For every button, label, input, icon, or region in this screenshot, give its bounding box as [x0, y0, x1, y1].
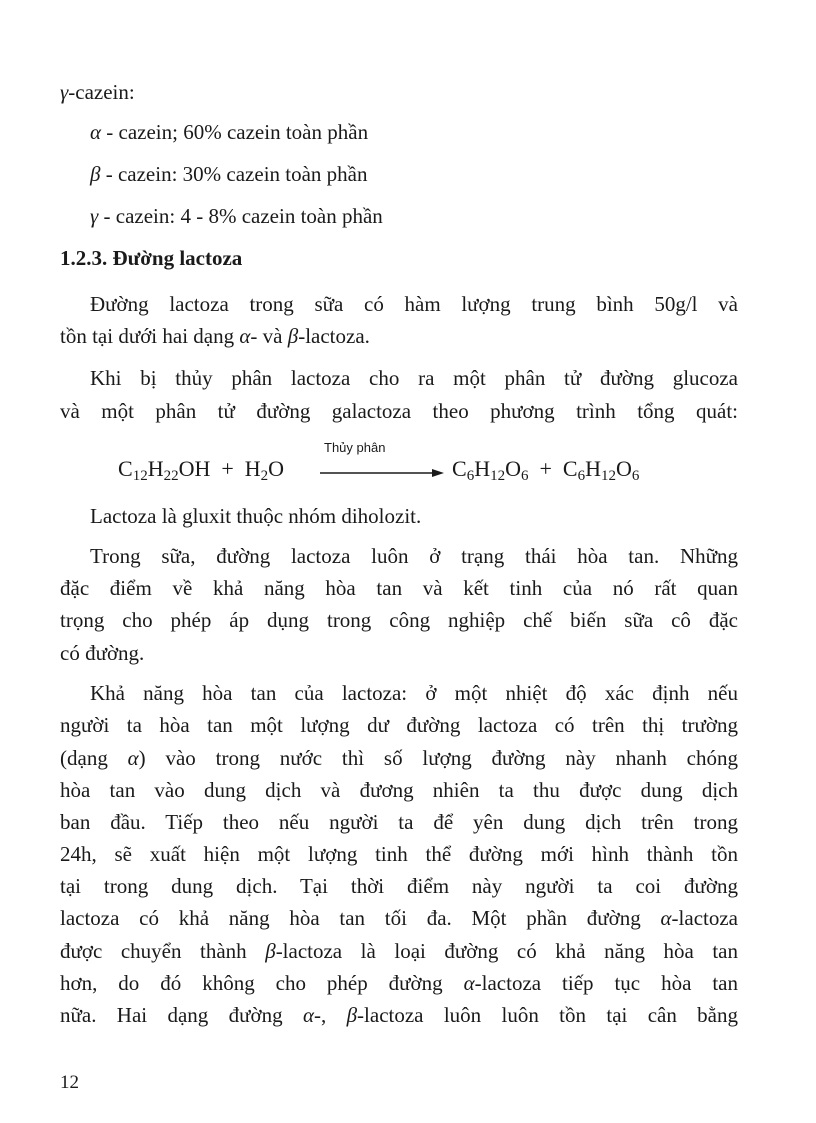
hydrolysis-equation: [118, 441, 718, 493]
text-line: γ-cazein:: [60, 80, 135, 104]
paragraph-line: nữa. Hai dạng đường α-, β-lactoza luôn luôn tồn tại cân bằng: [60, 1003, 738, 1027]
paragraph-line: tồn tại dưới hai dạng α- và β-lactoza.: [60, 324, 370, 348]
equation-lhs: $C_{12}H_{22}OH + H_2O$: [118, 456, 285, 484]
paragraph-line: Trong sữa, đường lactoza luôn ở trạng thái hòa tan. Những: [90, 544, 738, 568]
equation-rhs: $C_6H_{12}O_6 + C_6H_{12}O_6$: [452, 456, 640, 484]
paragraph-line: đặc điểm về khả năng hòa tan và kết tinh của nó rất quan: [60, 576, 738, 600]
paragraph-line: hơn, do đó không cho phép đường α-lactoza tiếp tục hòa tan: [60, 971, 738, 995]
paragraph-line: người ta hòa tan một lượng dư đường lactoza có trên thị trường: [60, 713, 738, 737]
paragraph-line: (dạng α) vào trong nước thì số lượng đường này nhanh chóng: [60, 746, 738, 770]
paragraph-line: và một phân tử đường galactoza theo phương trình tổng quát:: [60, 399, 738, 423]
paragraph-line: Khi bị thủy phân lactoza cho ra một phân tử đường glucoza: [90, 366, 738, 390]
paragraph-line: Đường lactoza trong sữa có hàm lượng trung bình 50g/l và: [90, 292, 738, 316]
paragraph-line: 24h, sẽ xuất hiện một lượng tinh thể đường mới hình thành tồn: [60, 842, 738, 866]
paragraph-line: hòa tan vào dung dịch và đương nhiên ta thu được dung dịch: [60, 778, 738, 802]
paragraph-line: trọng cho phép áp dụng trong công nghiệp chế biến sữa cô đặc: [60, 608, 738, 632]
greek-gamma: γ: [60, 80, 69, 104]
paragraph-line: được chuyển thành β-lactoza là loại đường có khả năng hòa tan: [60, 939, 738, 963]
list-item-beta-cazein: β - cazein: 30% cazein toàn phần: [90, 162, 368, 186]
list-item-alpha-cazein: α - cazein; 60% cazein toàn phần: [90, 120, 369, 144]
paragraph-line: tại trong dung dịch. Tại thời điểm này người ta coi đường: [60, 874, 738, 898]
paragraph-line: Lactoza là gluxit thuộc nhóm diholozit.: [90, 504, 422, 528]
reaction-arrow-icon: [320, 468, 444, 478]
paragraph-line: ban đầu. Tiếp theo nếu người ta để yên dung dịch trên trong: [60, 810, 738, 834]
section-heading: 1.2.3. Đường lactoza: [60, 246, 243, 270]
paragraph-line: lactoza có khả năng hòa tan tối đa. Một phần đường α-lactoza: [60, 906, 738, 930]
arrow-label: Thủy phân: [324, 440, 386, 455]
paragraph-line: có đường.: [60, 641, 145, 665]
page-number: 12: [60, 1072, 79, 1093]
paragraph-line: Khả năng hòa tan của lactoza: ở một nhiệt độ xác định nếu: [90, 681, 738, 705]
list-item-gamma-cazein: γ - cazein: 4 - 8% cazein toàn phần: [90, 204, 383, 228]
